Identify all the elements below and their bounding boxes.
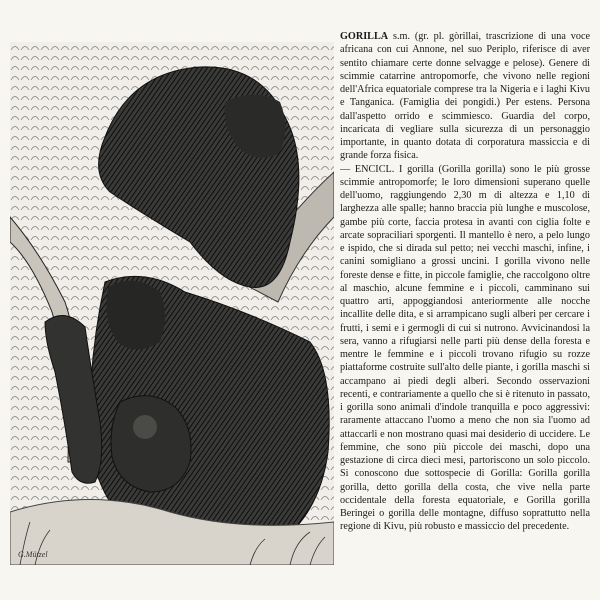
- artist-signature: G.Mützel: [18, 550, 48, 559]
- definition-paragraph: [340, 30, 590, 163]
- encicl-label: — ENCICL.: [340, 163, 395, 175]
- headword: GORILLA: [340, 31, 389, 42]
- encyclopedic-paragraph: [340, 163, 590, 534]
- dictionary-entry: [340, 30, 590, 590]
- gorilla-engraving: [10, 42, 334, 565]
- definition-text: s.m. (gr. pl. gòrillai, trascrizione di una voce africana con cui Annone, nel suo Periplo, riferisce di aver sentito chiamare certe donne selvagge e pelose). Genere di scimmie catarrine antropomorfe, che vivono nelle regioni dell'Africa equatoriale comprese tra la Nigeria e i laghi Kivu e Tanganica. (Famiglia dei pongidi.) Per estens. Persona dall'aspetto orrido e scimmiesco. Guardia del corpo, incaricata di vegliare sulla sicurezza di un personaggio importante, in quanto dotata di corporatura massiccia e di grande forza fisica.: [340, 31, 590, 162]
- encicl-text: I gorilla (Gorilla gorilla) sono le più grosse scimmie antropomorfe; le loro dimensioni superano quelle dell'uomo, raggiungendo 2,30 m di altezza e 1,10 di larghezza alle spalle; hanno braccia più lunghe e muscolose, gambe più corte, faccia protesa in avanti con ciglia folte e arcate sopraciliari sporgenti. Il mantello è nero, a pelo lungo e ispido, che si dirada sul petto; nei vecchi maschi, infine, i canini somigliano a grossi uncini. I gorilla vivono nelle foreste dense e fitte, in piccole famiglie, che raccolgono oltre al maschio, alcune femmine e i piccoli, camminano sui quattro arti, appoggiandosi anteriormente alle nocche incallite delle dita, e si arrampicano sugli alberi per cercare i frutti, i semi e i germogli di cui si nutrono. Avvicinandosi la sera, vanno a rifugiarsi nelle parti più dense della foresta e mentre le femmine e i piccoli trovano rifugio su rozze piattaforme costruite sull'alto delle piante, i gorilla maschi si accampano ai piedi degli alberi. Secondo osservazioni recenti, e contrariamente a quello che si è ritenuto in passato, i gorilla sono animali d'indole tranquilla e poco aggressivi: raramente attaccano l'uomo a meno che non sia l'uomo ad attaccarli e non mostrano quasi mai desiderio di uccidere. Le femmine, che sono più piccole dei maschi, dopo una gestazione di circa dieci mesi, partoriscono un solo piccolo. Si conoscono due sottospecie di Gorilla: Gorilla gorilla gorilla, detto gorilla della costa, che vive nella parte occidentale della foresta equatoriale, e Gorilla gorilla Beringei o gorilla delle montagne, diffuso soprattutto nella regione di Kivu, più robusto e massiccio del precedente.: [340, 163, 590, 533]
